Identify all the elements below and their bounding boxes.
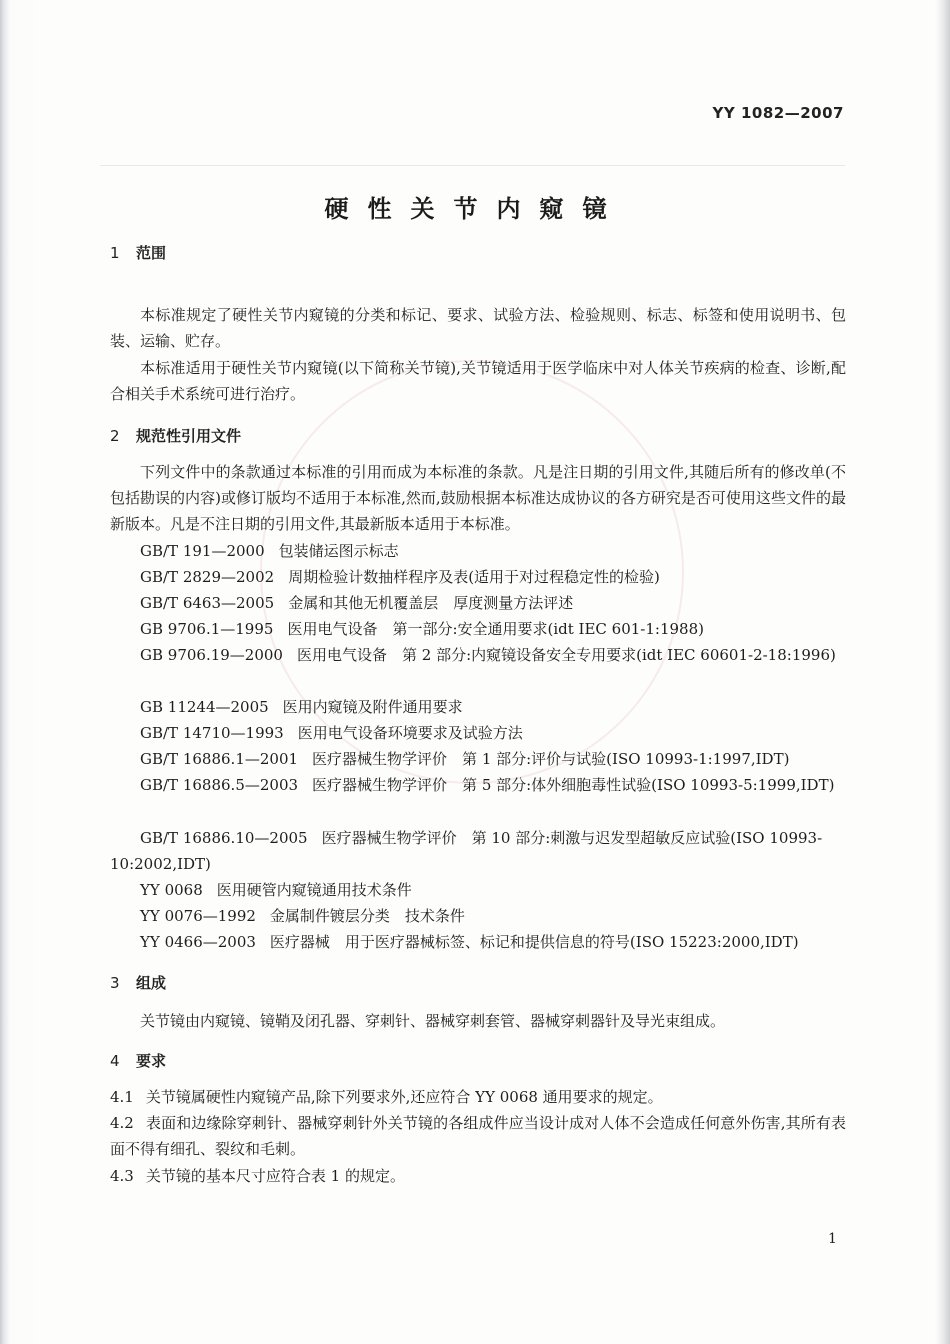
reference-item [110,746,846,772]
reference-code: GB 9706.1—1995 [140,620,274,638]
section-number: 2 [110,427,120,445]
clause-text: 表面和边缘除穿刺针、器械穿刺针外关节镜的各组成件应当设计成对人体不会造成任何意外伤害,其所有表面不得有细孔、裂纹和毛刺。 [110,1114,846,1158]
reference-code: GB/T 6463—2005 [140,594,275,612]
reference-item [110,590,846,616]
section-heading-scope [110,240,166,266]
reference-title: 医用电气设备 第 2 部分:内窥镜设备安全专用要求(idt IEC 60601-2-18:1996) [296,646,836,664]
reference-item [110,877,846,903]
reference-code: YY 0068 [140,881,203,899]
reference-title: 医疗器械生物学评价 第 10 部分:刺激与迟发型超敏反应试验(ISO 10993-10:2002,IDT) [110,829,823,873]
section-title: 组成 [136,974,167,992]
standard-number: YY 1082—2007 [712,104,844,122]
section-title: 规范性引用文件 [136,427,242,445]
section-number: 1 [110,244,120,262]
reference-title: 金属和其他无机覆盖层 厚度测量方法评述 [288,594,574,612]
reference-item [110,720,846,746]
reference-title: 周期检验计数抽样程序及表(适用于对过程稳定性的检验) [288,568,660,586]
section-heading-normative-references [110,423,241,449]
reference-code: GB 11244—2005 [140,698,269,716]
paragraph: 本标准规定了硬性关节内窥镜的分类和标记、要求、试验方法、检验规则、标志、标签和使用说明书、包装、运输、贮存。 [110,306,846,350]
reference-item [110,929,846,955]
reference-code: YY 0076—1992 [140,907,256,925]
reference-title: 金属制件镀层分类 技术条件 [269,907,465,925]
clause-item [110,1163,846,1189]
reference-title: 医疗器械 用于医疗器械标签、标记和提供信息的符号(ISO 15223:2000,IDT) [269,933,799,951]
clause-item [110,1084,846,1110]
page-number: 1 [828,1231,837,1247]
reference-title: 医用电气设备环境要求及试验方法 [297,724,523,742]
reference-title: 医用内窥镜及附件通用要求 [282,698,463,716]
reference-code: GB/T 16886.10—2005 [140,829,308,847]
paragraph: 本标准适用于硬性关节内窥镜(以下简称关节镜),关节镜适用于医学临床中对人体关节疾病的检查、诊断,配合相关手术系统可进行治疗。 [110,359,846,403]
reference-code: YY 0466—2003 [140,933,256,951]
reference-item [110,564,846,590]
clause-text: 关节镜属硬性内窥镜产品,除下列要求外,还应符合 YY 0068 通用要求的规定。 [145,1088,663,1106]
reference-title: 医疗器械生物学评价 第 5 部分:体外细胞毒性试验(ISO 10993-5:1999,IDT) [312,776,835,794]
clause-number: 4.1 [110,1088,134,1106]
reference-title: 医用硬管内窥镜通用技术条件 [216,881,412,899]
reference-code: GB/T 14710—1993 [140,724,284,742]
reference-item [110,903,846,929]
reference-title: 包装储运图示标志 [278,542,399,560]
clause-text: 关节镜的基本尺寸应符合表 1 的规定。 [145,1167,405,1185]
section-heading-requirements [110,1048,166,1074]
reference-item [110,616,846,642]
reference-code: GB/T 191—2000 [140,542,265,560]
bleed-through-table [100,165,845,286]
section-title: 范围 [136,244,167,262]
document-title: 硬性关节内窥镜 [324,195,626,223]
section-title: 要求 [136,1052,167,1070]
paragraph: 关节镜由内窥镜、镜鞘及闭孔器、穿刺针、器械穿刺套管、器械穿刺器针及导光束组成。 [140,1012,726,1030]
reference-item [110,538,846,564]
section-number: 3 [110,974,120,992]
section-number: 4 [110,1052,120,1070]
reference-title: 医疗器械生物学评价 第 1 部分:评价与试验(ISO 10993-1:1997,IDT) [312,750,790,768]
reference-item [110,772,846,798]
paragraph: 下列文件中的条款通过本标准的引用而成为本标准的条款。凡是注日期的引用文件,其随后所有的修改单(不包括勘误的内容)或修订版均不适用于本标准,然而,鼓励根据本标准达成协议的各方研究是否可使用这些文件的最新版本。凡是不注日期的引用文件,其最新版本适用于本标准。 [110,463,846,533]
section-heading-composition [110,970,166,996]
reference-code: GB/T 16886.5—2003 [140,776,299,794]
reference-item [110,825,846,877]
reference-item [110,642,846,668]
reference-code: GB/T 2829—2002 [140,568,275,586]
clause-number: 4.3 [110,1167,134,1185]
reference-code: GB/T 16886.1—2001 [140,750,299,768]
clause-item [110,1110,846,1162]
reference-item [110,694,846,720]
reference-code: GB 9706.19—2000 [140,646,283,664]
clause-number: 4.2 [110,1114,134,1132]
reference-title: 医用电气设备 第一部分:安全通用要求(idt IEC 601-1:1988) [287,620,704,638]
